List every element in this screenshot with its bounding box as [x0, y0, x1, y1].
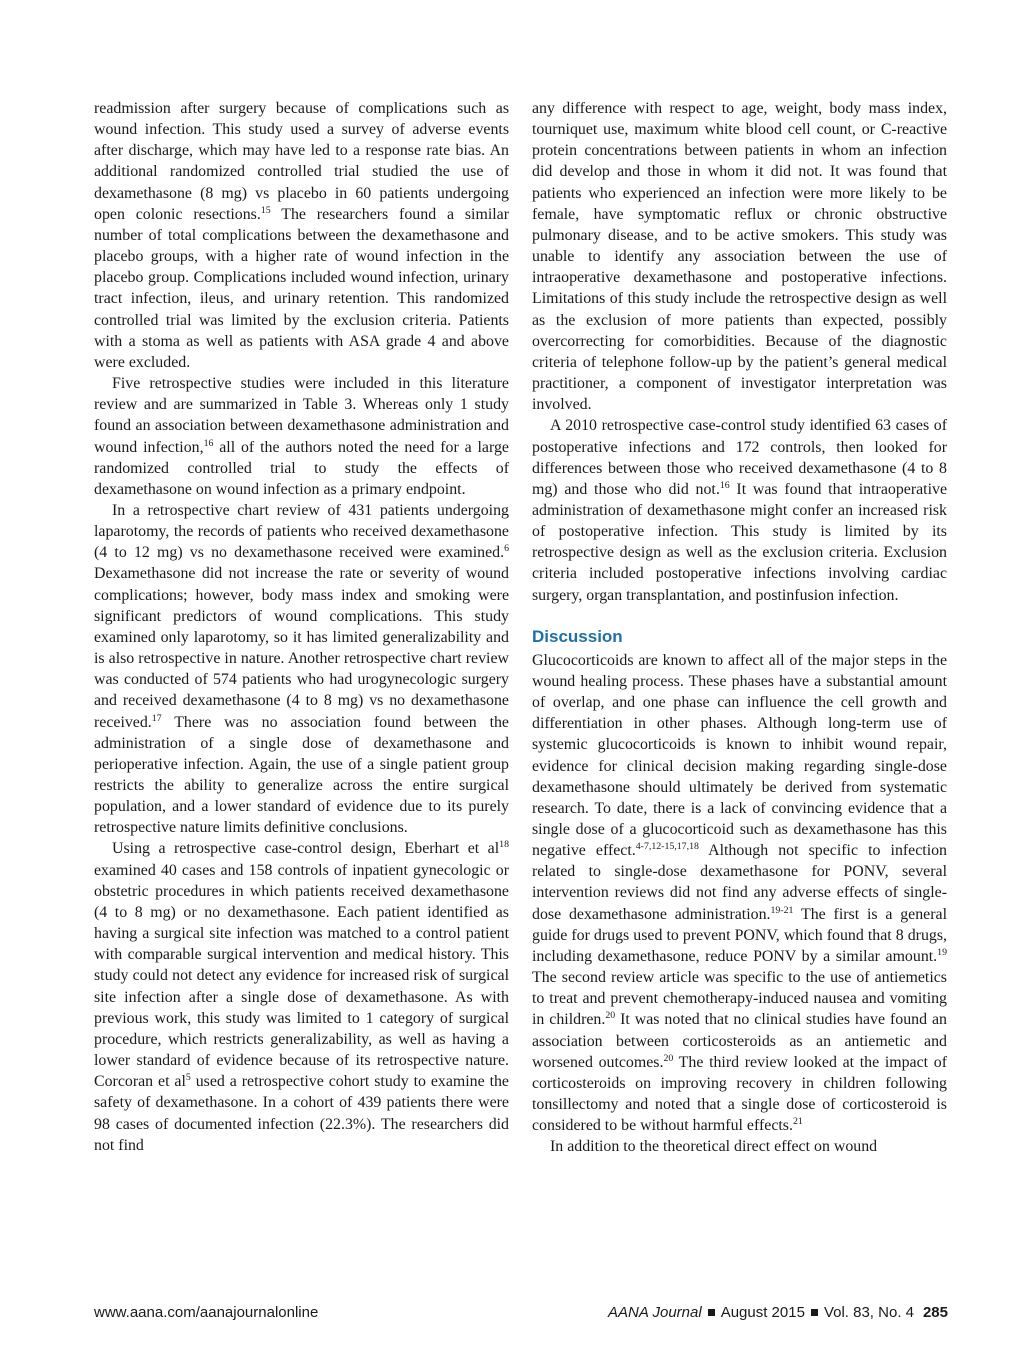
- paragraph: readmission after surgery because of complications such as wound infection. This study used a survey of adverse events after discharge, which may have led to a response rate bias. An additional randomized controlled trial studied the use of dexamethasone (8 mg) vs placebo in 60 patients undergoing open colonic resections.$^{15}$ The researchers found a similar number of total complications between the dexamethasone and placebo groups, with a higher rate of wound infection in the placebo group. Complications included wound infection, urinary tract infection, ileus, and urinary retention. This randomized controlled trial was limited by the exclusion criteria. Patients with a stoma as well as patients with ASA grade 4 and above were excluded.: [94, 100, 509, 371]
- journal-name: AANA Journal: [608, 1304, 702, 1321]
- paragraph: Glucocorticoids are known to affect all of the major steps in the wound healing process. These phases have a substantial amount of overlap, and one phase can influence the cell growth and differentiation in other phases. Although long-term use of systemic glucocorticoids is known to inhibit wound repair, evidence for clinical decision making regarding single-dose dexamethasone should ultimately be derived from systematic research. To date, there is a lack of convincing evidence that a single dose of a glucocorticoid such as dexamethasone has this negative effect.$^{4-7,12-15,17,18}$ Although not specific to infection related to single-dose dexamethasone for PONV, several intervention reviews did not find any adverse effects of single-dose dexamethasone administration.$^{19-21}$ The first is a general guide for drugs used to prevent PONV, which found that 8 drugs, including dexamethasone, reduce PONV by a similar amount.$^{19}$ The second review article was specific to the use of antiemetics to treat and prevent chemotherapy-induced nausea and vomiting in children.$^{20}$ It was noted that no clinical studies have found an association between corticosteroids as an antiemetic and worsened outcomes.$^{20}$ The third review looked at the impact of corticosteroids on improving recovery in children following tonsillectomy and noted that a single dose of corticosteroid is considered to be without harmful effects.$^{21}$: [532, 651, 948, 1135]
- square-bullet-icon: [811, 1309, 818, 1316]
- citation-ref: 4-7,12-15,17,18: [635, 841, 699, 853]
- paragraph: A 2010 retrospective case-control study identified 63 cases of postoperative infections and 172 controls, then looked for differences between those who received dexamethasone (4 to 8 mg) and those who did not.$^{16}$ It was found that intraoperative administration of dexamethasone might confer an increased risk of postoperative infection. This study is limited by its retrospective design as well as the exclusion criteria. Exclusion criteria included postoperative infections involving cardiac surgery, organ transplantation, and postinfusion infection.: [532, 417, 947, 604]
- citation-ref: 16: [719, 479, 730, 491]
- citation-ref: 17: [151, 712, 162, 724]
- citation-ref: 20: [605, 1010, 616, 1022]
- citation-ref: 20: [663, 1052, 674, 1064]
- square-bullet-icon: [708, 1309, 715, 1316]
- citation-ref: 5: [185, 1072, 191, 1084]
- right-column: [532, 98, 947, 1158]
- left-column: [94, 98, 509, 1156]
- citation-ref: 6: [504, 543, 509, 555]
- paragraph: any difference with respect to age, weight, body mass index, tourniquet use, maximum white blood cell count, or C-reactive protein concentrations between patients in whom an infection did develop and those in whom it did not. It was found that patients who experienced an infection were more likely to be female, have symptomatic reflux or chronic obstructive pulmonary disease, and to be active smokers. This study was unable to identify any association between the use of intraoperative dexamethasone and postoperative infections. Limitations of this study include the retrospective design as well as the exclusion of more patients than expected, possibly overcorrecting for comorbidities. Because of the diagnostic criteria of telephone follow-up by the patient’s general medical practitioner, a component of investigator interpretation was involved.: [532, 100, 947, 414]
- citation-ref: 21: [792, 1116, 803, 1128]
- issue-date: August 2015: [720, 1304, 805, 1321]
- paragraph: Five retrospective studies were included in this literature review and are summarized in Table 3. Whereas only 1 study found an association between dexamethasone administration and wound infection,$^{16}$ all of the authors noted the need for a large randomized controlled trial to study the effects of dexamethasone on wound infection as a primary endpoint.: [94, 375, 509, 498]
- citation-ref: 19: [937, 947, 947, 959]
- section-heading: Discussion: [532, 626, 623, 646]
- page-footer: [94, 1304, 948, 1326]
- paragraph: In a retrospective chart review of 431 patients undergoing laparotomy, the records of patients who received dexamethasone (4 to 12 mg) vs no dexamethasone received were examined.$^6$ Dexamethasone did not increase the rate or severity of wound complications; however, body mass index and smoking were significant predictors of wound complications. This study examined only laparotomy, so it has limited generalizability and is also retrospective in nature. Another retrospective chart review was conducted of 574 patients who had urogynecologic surgery and received dexamethasone (4 to 8 mg) vs no dexamethasone received.$^{17}$ There was no association found between the administration of a single dose of dexamethasone and perioperative infection. Again, the use of a single patient group restricts the ability to generalize across the entire surgical population, and a lower standard of evidence due to its purely retrospective nature limits definitive conclusions.: [94, 501, 509, 837]
- citation-ref: 16: [203, 437, 214, 449]
- citation-ref: 15: [260, 204, 271, 216]
- citation-ref: 19-21: [770, 904, 794, 916]
- citation-ref: 18: [499, 839, 509, 851]
- page-number: 285: [922, 1304, 948, 1321]
- paragraph: In addition to the theoretical direct effect on wound: [550, 1138, 878, 1156]
- footer-url[interactable]: www.aana.com/aanajournalonline: [94, 1304, 319, 1321]
- volume-number: Vol. 83, No. 4: [823, 1304, 914, 1321]
- paragraph: Using a retrospective case-control design, Eberhart et $al^{18}$ examined 40 cases and 158 controls of inpatient gynecologic or obstetric procedures in which patients received dexamethasone (4 to 8 mg) or no dexamethasone. Each patient identified as having a surgical site infection was matched to a control patient with comparable surgical intervention and medical history. This study could not detect any evidence for increased risk of surgical site infection after a single dose of dexamethasone. As with previous work, this study was limited to 1 category of surgical procedure, which restricts generalizability, as well as having a lower standard of evidence because of its retrospective nature. Corcoran et $al^5$ used a retrospective cohort study to examine the safety of dexamethasone. In a cohort of 439 patients there were 98 cases of documented infection (22.3%). The researchers did not find: [94, 839, 509, 1154]
- footer-journal-info: [608, 1304, 914, 1321]
